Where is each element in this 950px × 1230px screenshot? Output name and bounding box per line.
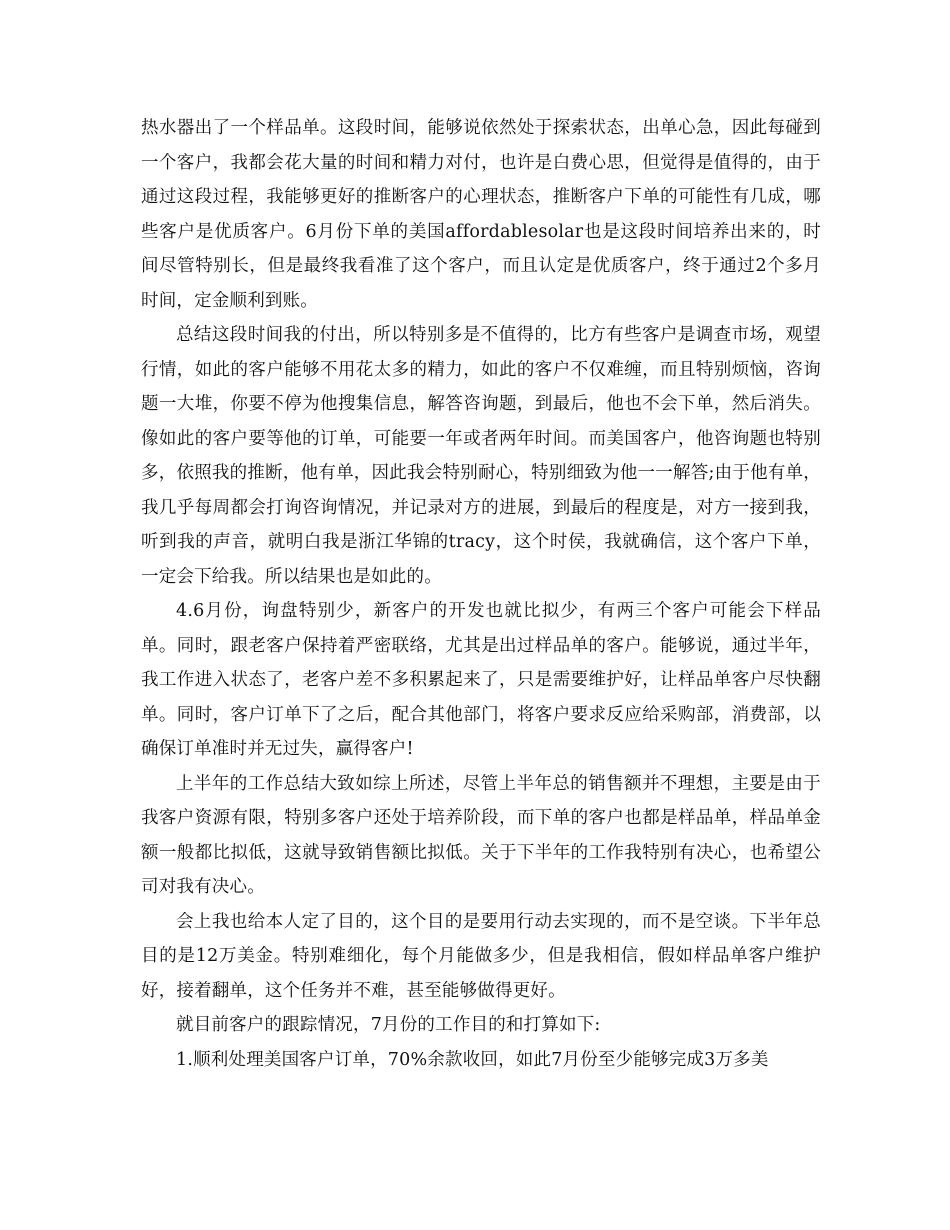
document-body	[141, 111, 821, 1077]
paragraph-4: 上半年的工作总结大致如综上所述，尽管上半年总的销售额并不理想，主要是由于我客户资源有限，特别多客户还处于培养阶段，而下单的客户也都是样品单，样品单金额一般都比拟低，这就导致销售额比拟低。关于下半年的工作我特别有决心，也希望公司对我有决心。	[141, 773, 821, 897]
paragraph-1: 热水器出了一个样品单。这段时间，能够说依然处于探索状态，出单心急，因此每碰到一个客户，我都会花大量的时间和精力对付，也许是白费心思，但觉得是值得的，由于通过这段过程，我能够更好的推断客户的心理状态，推断客户下单的可能性有几成，哪些客户是优质客户。6月份下单的美国affordablesolar也是这段时间培养出来的，时间尽管特别长，但是最终我看准了这个客户，而且认定是优质客户，终于通过2个多月时间，定金顺利到账。	[141, 118, 821, 311]
paragraph-6: 就目前客户的跟踪情况，7月份的工作目的和打算如下:	[176, 1015, 601, 1035]
paragraph-7: 1.顺利处理美国客户订单，70%余款收回，如此7月份至少能够完成3万多美	[176, 1049, 769, 1070]
paragraph-3: 4.6月份，询盘特别少，新客户的开发也就比拟少，有两三个客户可能会下样品单。同时，跟老客户保持着严密联络，尤其是出过样品单的客户。能够说，通过半年，我工作进入状态了，老客户差不多积累起来了，只是需要维护好，让样品单客户尽快翻单。同时，客户订单下了之后，配合其他部门，将客户要求反应给采购部，消费部，以确保订单准时并无过失，赢得客户!	[141, 601, 821, 759]
paragraph-2: 总结这段时间我的付出，所以特别多是不值得的，比方有些客户是调查市场，观望行情，如此的客户能够不用花太多的精力，如此的客户不仅难缠，而且特别烦恼，咨询题一大堆，你要不停为他搜集信息，解答咨询题，到最后，他也不会下单，然后消失。像如此的客户要等他的订单，可能要一年或者两年时间。而美国客户，他咨询题也特别多，依照我的推断，他有单，因此我会特别耐心，特别细致为他一一解答;由于他有单，我几乎每周都会打询咨询情况，并记录对方的进展，到最后的程度是，对方一接到我，听到我的声音，就明白我是浙江华锦的tracy，这个时侯，我就确信，这个客户下单，一定会下给我。所以结果也是如此的。	[141, 325, 821, 587]
paragraph-5: 会上我也给本人定了目的，这个目的是要用行动去实现的，而不是空谈。下半年总目的是12万美金。特别难细化，每个月能做多少，但是我相信，假如样品单客户维护好，接着翻单，这个任务并不难，甚至能够做得更好。	[141, 911, 821, 1001]
